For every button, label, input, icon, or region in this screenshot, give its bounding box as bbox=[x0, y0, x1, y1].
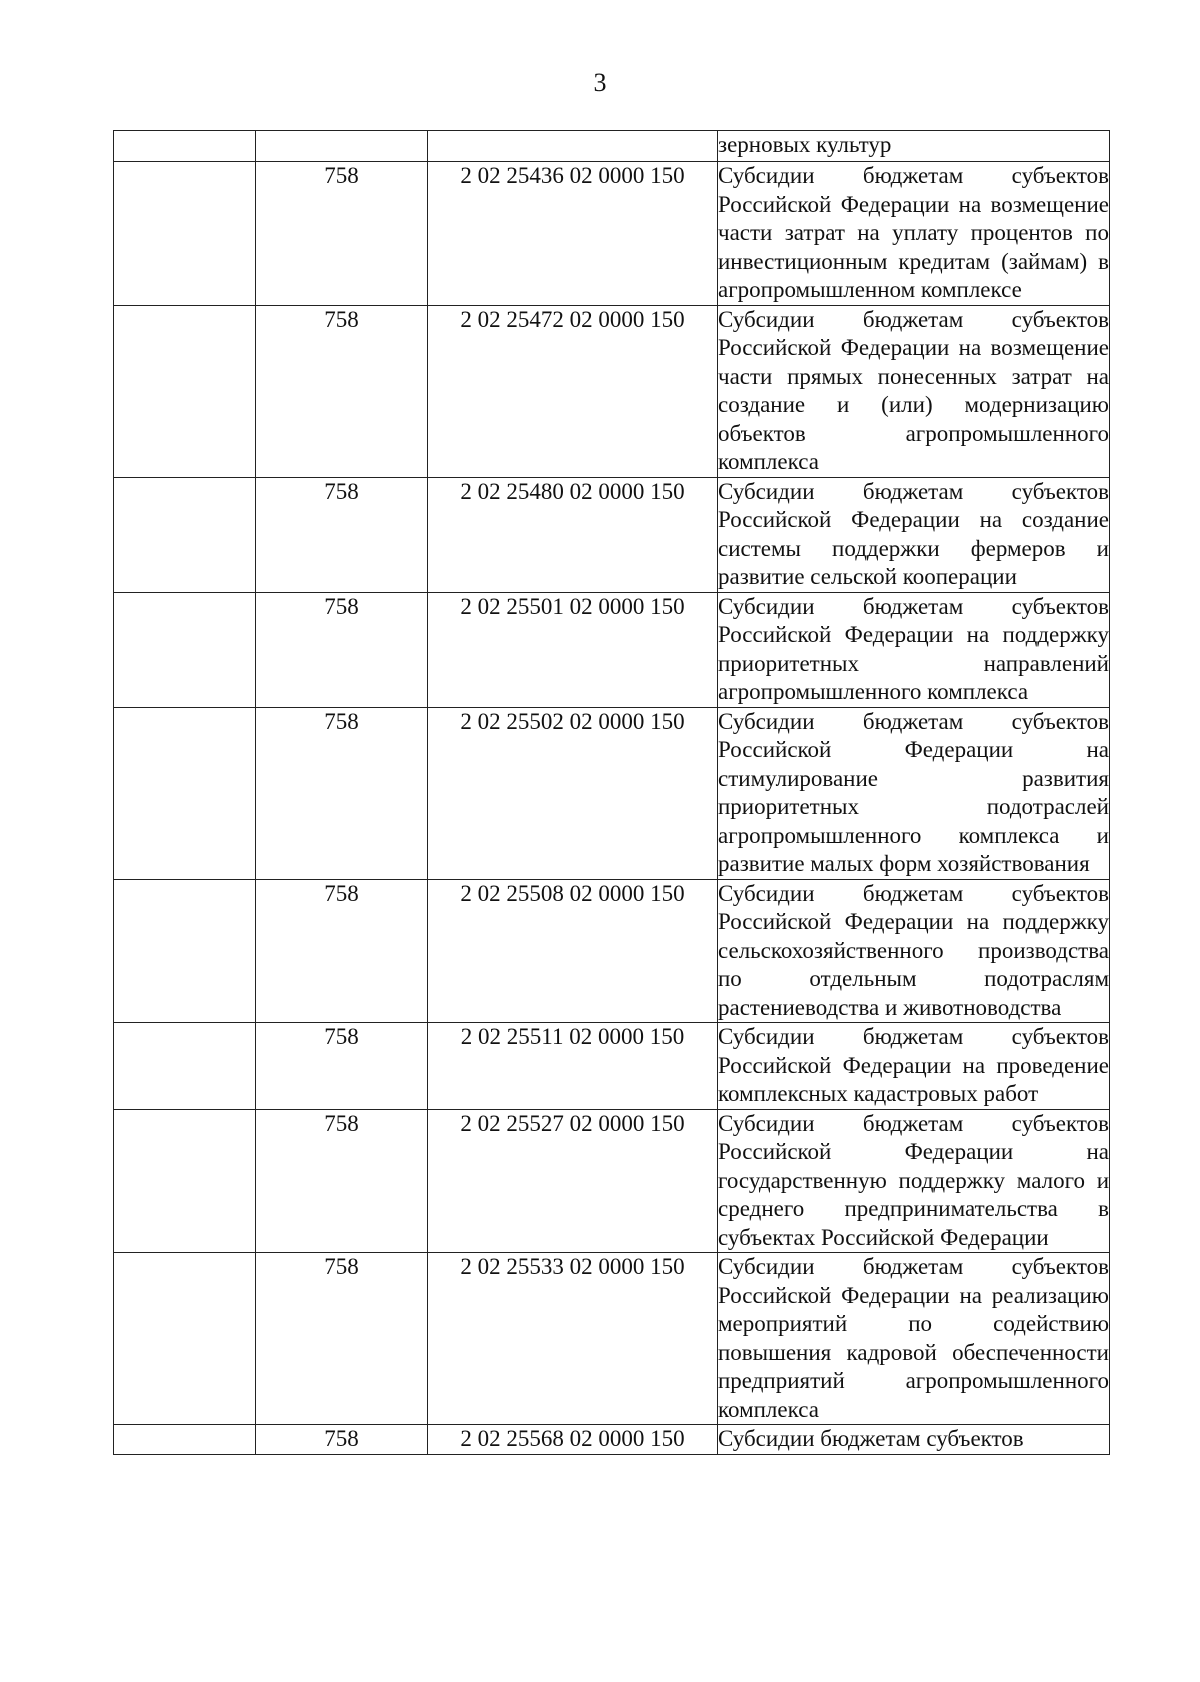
description-cell: Субсидии бюджетам субъектов Российской Федерации на поддержку приоритетных направлений агропромышленного комплекса bbox=[718, 592, 1110, 707]
admin-code-cell: 758 bbox=[256, 1425, 428, 1455]
income-code-cell: 2 02 25501 02 0000 150 bbox=[428, 592, 718, 707]
table-cell-empty bbox=[114, 162, 256, 306]
table-cell-empty bbox=[428, 131, 718, 162]
admin-code-cell: 758 bbox=[256, 477, 428, 592]
budget-income-table bbox=[113, 130, 1110, 1455]
admin-code-cell: 758 bbox=[256, 1253, 428, 1425]
table-row bbox=[114, 1023, 1110, 1110]
admin-code-cell: 758 bbox=[256, 1023, 428, 1110]
table-cell-empty bbox=[114, 1425, 256, 1455]
table-row bbox=[114, 1425, 1110, 1455]
admin-code-cell: 758 bbox=[256, 305, 428, 477]
description-cell: Субсидии бюджетам субъектов Российской Федерации на возмещение части прямых понесенных затрат на создание и (или) модернизацию объектов агропромышленного комплекса bbox=[718, 305, 1110, 477]
admin-code-cell: 758 bbox=[256, 879, 428, 1023]
income-code-cell: 2 02 25533 02 0000 150 bbox=[428, 1253, 718, 1425]
table-cell-empty bbox=[114, 707, 256, 879]
table-row bbox=[114, 305, 1110, 477]
table-cell-empty bbox=[114, 1023, 256, 1110]
admin-code-cell: 758 bbox=[256, 707, 428, 879]
description-cell: Субсидии бюджетам субъектов Российской Федерации на реализацию мероприятий по содействию повышения кадровой обеспеченности предприятий агропромышленного комплекса bbox=[718, 1253, 1110, 1425]
table-row bbox=[114, 477, 1110, 592]
table-cell-empty bbox=[114, 592, 256, 707]
income-code-cell: 2 02 25436 02 0000 150 bbox=[428, 162, 718, 306]
income-code-cell: 2 02 25472 02 0000 150 bbox=[428, 305, 718, 477]
admin-code-cell: 758 bbox=[256, 162, 428, 306]
admin-code-cell: 758 bbox=[256, 592, 428, 707]
income-code-cell: 2 02 25527 02 0000 150 bbox=[428, 1109, 718, 1253]
description-cell: Субсидии бюджетам субъектов Российской Федерации на создание системы поддержки фермеров и развитие сельской кооперации bbox=[718, 477, 1110, 592]
table-row bbox=[114, 707, 1110, 879]
table-cell-empty bbox=[114, 879, 256, 1023]
description-cell: Субсидии бюджетам субъектов Российской Федерации на государственную поддержку малого и среднего предпринимательства в субъектах Российской Федерации bbox=[718, 1109, 1110, 1253]
table-cell-empty bbox=[114, 1109, 256, 1253]
table-row-continuation bbox=[114, 131, 1110, 162]
table-row bbox=[114, 1109, 1110, 1253]
table-row bbox=[114, 592, 1110, 707]
income-code-cell: 2 02 25511 02 0000 150 bbox=[428, 1023, 718, 1110]
income-code-cell: 2 02 25480 02 0000 150 bbox=[428, 477, 718, 592]
income-code-cell: 2 02 25508 02 0000 150 bbox=[428, 879, 718, 1023]
income-code-cell: 2 02 25568 02 0000 150 bbox=[428, 1425, 718, 1455]
table-row bbox=[114, 162, 1110, 306]
description-cell: Субсидии бюджетам субъектов Российской Федерации на возмещение части затрат на уплату процентов по инвестиционным кредитам (займам) в агропромышленном комплексе bbox=[718, 162, 1110, 306]
description-cell: Субсидии бюджетам субъектов Российской Федерации на проведение комплексных кадастровых работ bbox=[718, 1023, 1110, 1110]
table-cell-empty bbox=[114, 477, 256, 592]
description-cell: Субсидии бюджетам субъектов Российской Федерации на стимулирование развития приоритетных подотраслей агропромышленного комплекса и развитие малых форм хозяйствования bbox=[718, 707, 1110, 879]
table-row bbox=[114, 1253, 1110, 1425]
admin-code-cell: 758 bbox=[256, 1109, 428, 1253]
description-cell: зерновых культур bbox=[718, 131, 1110, 162]
income-code-cell: 2 02 25502 02 0000 150 bbox=[428, 707, 718, 879]
page-number: 3 bbox=[593, 68, 607, 97]
table-cell-empty bbox=[114, 131, 256, 162]
table-cell-empty bbox=[114, 305, 256, 477]
table-cell-empty bbox=[256, 131, 428, 162]
table-cell-empty bbox=[114, 1253, 256, 1425]
table-row bbox=[114, 879, 1110, 1023]
description-cell: Субсидии бюджетам субъектов Российской Федерации на поддержку сельскохозяйственного производства по отдельным подотраслям растениеводства и животноводства bbox=[718, 879, 1110, 1023]
description-cell: Субсидии бюджетам субъектов bbox=[718, 1425, 1110, 1455]
